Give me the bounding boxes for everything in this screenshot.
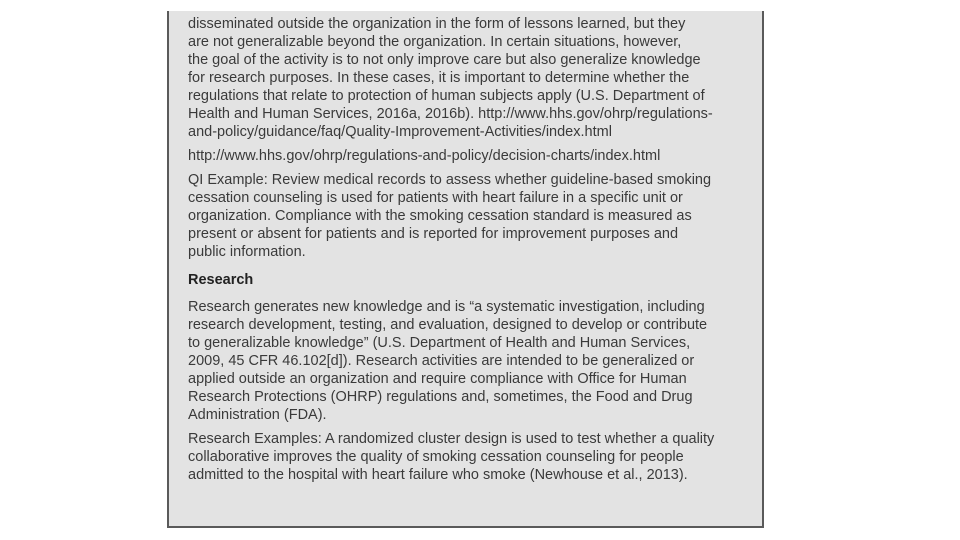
qi-example-paragraph: QI Example: Review medical records to assess whether guideline-based smoking cessation counseling is used for patients with heart failure in a specific unit or organization. Compliance with the smoking cessation standard is measured as present or absent for patients and is reported for improvement purposes and public information. bbox=[188, 172, 712, 260]
decision-charts-url: http://www.hhs.gov/ohrp/regulations-and-policy/decision-charts/index.html bbox=[188, 148, 661, 164]
research-example-paragraph: Research Examples: A randomized cluster design is used to test whether a quality collaborative improves the quality of smoking cessation counseling for people admitted to the hospital with heart failure who smoke (Newhouse et al., 2013). bbox=[188, 431, 715, 483]
research-heading: Research bbox=[188, 272, 254, 288]
document-excerpt-box bbox=[167, 11, 764, 528]
research-definition-paragraph: Research generates new knowledge and is “a systematic investigation, including research development, testing, and evaluation, designed to develop or contribute to generalizable knowledge” (U.S. Department of Health and Human Services, 2009, 45 CFR 46.102[d]). Research activities are intended to be generalized or applied outside an organization and require compliance with Office for Human Research Protections (OHRP) regulations and, sometimes, the Food and Drug Administration (FDA). bbox=[188, 299, 708, 423]
qi-paragraph-continuation: disseminated outside the organization in the form of lessons learned, but they are not generalizable beyond the organization. In certain situations, however, the goal of the activity is to not only improve care but also generalize knowledge for research purposes. In these cases, it is important to determine whether the regulations that relate to protection of human subjects apply (U.S. Department of Health and Human Services, 2016a, 2016b). http://www.hhs.gov/ohrp/regulations- and-policy/guidance/faq/Quality-Improvement-Activities/index.html bbox=[188, 16, 713, 140]
